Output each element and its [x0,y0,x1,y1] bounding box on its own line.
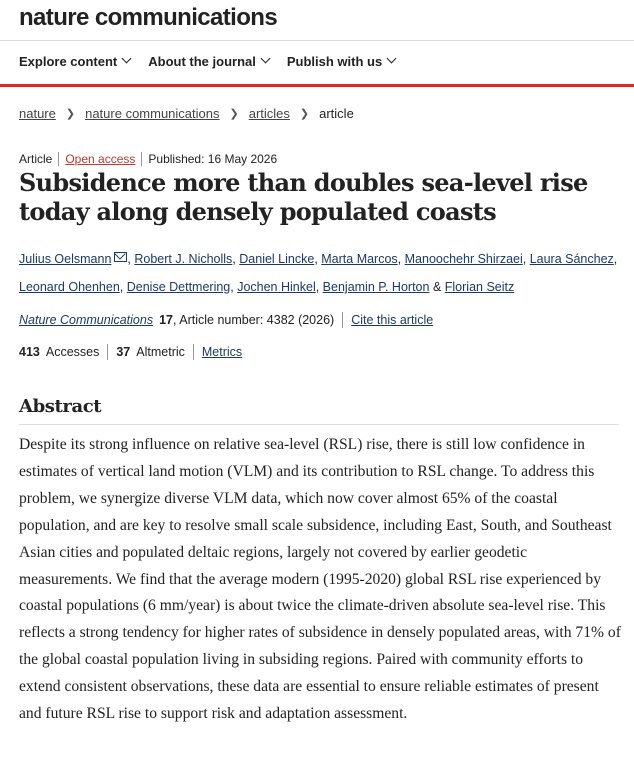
volume: 17 [159,313,173,327]
abstract-heading: Abstract [19,396,102,417]
metrics-line [19,344,242,360]
author-link[interactable]: Florian Seitz [444,280,515,294]
header-divider [0,40,634,41]
nav-publish[interactable] [287,54,395,69]
journal-link[interactable]: Nature Communications [19,313,154,327]
author-link[interactable]: Jochen Hinkel [237,280,316,294]
author-link[interactable]: Daniel Lincke [239,252,315,266]
article-type: Article [19,152,53,166]
meta-divider [58,152,59,166]
breadcrumb [19,106,354,121]
abstract-divider [19,424,619,425]
abstract-text: Despite its strong influence on relative sea-level (RSL) rise, there is still low confidence in estimates of vertical land motion (VLM) and its contribution to RSL change. To address this problem, we synergize diverse VLM data, which now cover almost 65% of the coastal population, and are key to resolve small scale subsidence, including East, South, and Southeast Asian cities and populated deltaic regions, largely not covered by earlier geodetic measurements. We find that the average modern (1995-2020) global RSL rise experienced by coastal populations (6 mm/year) is about twice the climate-driven absolute sea-level rise. This reflects a strong tendency for higher rates of subsidence in densely populated areas, with 71% of the global coastal population living in subsiding regions. Paired with community efforts to extend consistent observations, these data are essential to ensure reliable estimates of present and future RSL rise to support risk and adaptation assessment. [19,436,621,723]
accesses-label: Accesses [45,345,100,359]
author-link[interactable]: Benjamin P. Horton [322,280,430,294]
cite-article-link[interactable]: Cite this article [351,313,434,327]
metrics-divider [107,344,108,360]
citation-line [19,312,433,328]
chevron-down-icon [260,54,270,64]
author-link[interactable]: Julius Oelsmann [19,252,112,266]
chevron-right-icon: ❯ [299,108,310,120]
accent-bar [0,84,634,87]
nav-label: Explore content [19,54,118,69]
author-link[interactable]: Manoochehr Shirzaei [404,252,523,266]
author-link[interactable]: Marta Marcos [321,252,398,266]
meta-divider [141,152,142,166]
author-link[interactable]: Leonard Ohenhen [19,280,120,294]
accesses-count: 413 [19,345,40,359]
author-link[interactable]: Robert J. Nicholls [134,252,233,266]
article-title: Subsidence more than doubles sea-level rise today along densely populated coasts [19,168,588,226]
mail-icon[interactable] [114,252,127,262]
metrics-link[interactable]: Metrics [201,345,243,359]
chevron-down-icon [387,54,397,64]
breadcrumb-current: article [319,106,354,121]
chevron-down-icon [122,54,132,64]
chevron-right-icon: ❯ [229,108,239,120]
nav-about-journal[interactable] [148,54,269,69]
cite-divider [342,312,343,328]
breadcrumb-nature[interactable]: nature [19,106,56,121]
author-list: Julius Oelsmann , Robert J. Nicholls, Daniel Lincke, Marta Marcos, Manoochehr Shirzaei, Laura Sánchez, Leonard Ohenhen, Denise Dettmering, Jochen Hinkel, Benjamin P. Horton & Florian Seitz [19,252,618,294]
breadcrumb-articles[interactable]: articles [248,106,290,121]
open-access-link[interactable]: Open access [65,152,136,166]
altmetric-count: 37 [116,345,131,359]
author-joiner: & [432,280,442,294]
main-nav [19,54,413,69]
nav-label: Publish with us [286,54,383,69]
site-logo[interactable]: nature communications [19,4,278,31]
published-date: Published: 16 May 2026 [148,152,278,166]
metrics-divider [193,344,194,360]
article-number: , Article number: 4382 (2026) [173,313,335,327]
author-link[interactable]: Laura Sánchez [529,252,614,266]
nav-label: About the journal [148,54,256,69]
author-link[interactable]: Denise Dettmering [126,280,231,294]
article-meta [19,152,277,166]
altmetric-label: Altmetric [136,345,185,359]
chevron-right-icon: ❯ [65,108,76,120]
nav-explore-content[interactable] [19,54,130,69]
breadcrumb-nature-communications[interactable]: nature communications [85,106,220,121]
